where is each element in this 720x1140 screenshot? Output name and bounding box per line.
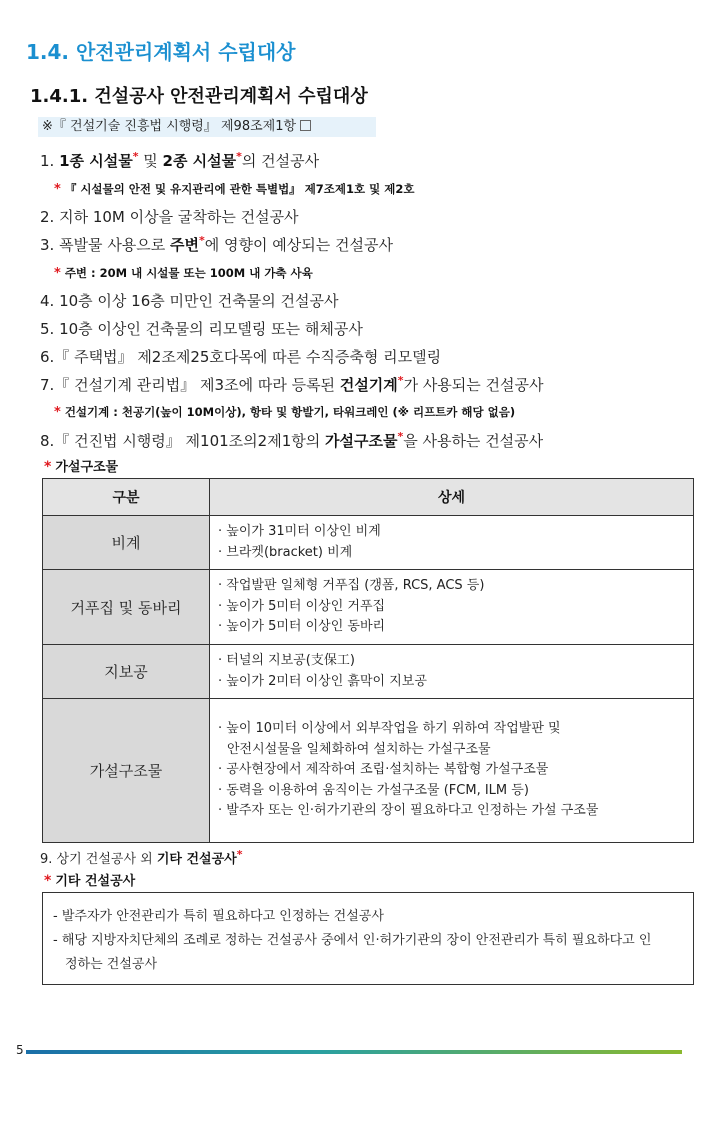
note-7: * 건설기계 : 천공기(높이 10M이상), 항타 및 항발기, 타워크레인 (※ 리프트카 해당 없음) <box>54 405 516 420</box>
box-label: * 기타 건설공사 <box>44 873 136 889</box>
item-2: 2. 지하 10M 이상을 굴착하는 건설공사 <box>40 208 299 226</box>
row-details: · 작업발판 일체형 거푸집 (갱폼, RCS, ACS 등) · 높이가 5미터 이상인 거푸집 · 높이가 5미터 이상인 동바리 <box>210 570 694 645</box>
table-row <box>43 699 694 843</box>
note-3: * 주변 : 20M 내 시설물 또는 100M 내 가축 사육 <box>54 266 313 281</box>
table-header-row <box>43 479 694 516</box>
row-category: 지보공 <box>43 645 210 699</box>
item-8: 8.『 건진법 시행령』 제101조의2제1항의 가설구조물*을 사용하는 건설공사 <box>40 430 544 450</box>
header-category: 구분 <box>43 479 210 516</box>
section-title: 1.4. 안전관리계획서 수립대상 <box>26 40 296 64</box>
note-1: * 『 시설물의 안전 및 유지관리에 관한 특별법』 제7조제1호 및 제2호 <box>54 182 415 197</box>
row-category: 거푸집 및 동바리 <box>43 570 210 645</box>
external-link-icon <box>300 120 311 131</box>
item-5: 5. 10층 이상인 건축물의 리모델링 또는 해체공사 <box>40 320 363 338</box>
row-details: · 높이가 31미터 이상인 비계 · 브라켓(bracket) 비계 <box>210 516 694 570</box>
row-category: 가설구조물 <box>43 699 210 843</box>
table-row <box>43 645 694 699</box>
temporary-structures-table <box>42 478 694 843</box>
footer-divider <box>26 1050 682 1054</box>
item-1: 1. 1종 시설물* 및 2종 시설물*의 건설공사 <box>40 150 320 170</box>
subsection-title: 1.4.1. 건설공사 안전관리계획서 수립대상 <box>30 86 368 107</box>
row-details: · 높이 10미터 이상에서 외부작업을 하기 위하여 작업발판 및 안전시설물을 일체화하여 설치하는 가설구조물 · 공사현장에서 제작하여 조립·설치하는 복합형 가설구조물 · 동력을 이용하여 움직이는 가설구조물 (FCM, ILM 등) · 발주자 또는 인·허가기관의 장이 필요하다고 인정하는 가설 구조물 <box>210 699 694 843</box>
reference-link[interactable] <box>38 117 376 137</box>
table-row <box>43 516 694 570</box>
header-detail: 상세 <box>210 479 694 516</box>
item-4: 4. 10층 이상 16층 미만인 건축물의 건설공사 <box>40 292 339 310</box>
item-9: 9. 상기 건설공사 외 기타 건설공사* <box>40 848 243 867</box>
row-details: · 터널의 지보공(支保工) · 높이가 2미터 이상인 흙막이 지보공 <box>210 645 694 699</box>
item-6: 6.『 주택법』 제2조제25호다목에 따른 수직증축형 리모델링 <box>40 348 442 366</box>
item-7: 7.『 건설기계 관리법』 제3조에 따라 등록된 건설기계*가 사용되는 건설공사 <box>40 374 544 394</box>
other-construction-box: - 발주자가 안전관리가 특히 필요하다고 인정하는 건설공사 - 해당 지방자치단체의 조례로 정하는 건설공사 중에서 인·허가기관의 장이 안전관리가 특히 필요하다고 인 정하는 건설공사 <box>42 892 694 985</box>
table-row <box>43 570 694 645</box>
item-3: 3. 폭발물 사용으로 주변*에 영향이 예상되는 건설공사 <box>40 234 393 254</box>
table-label: * 가설구조물 <box>44 459 119 475</box>
page-number: 5 <box>16 1043 24 1057</box>
reference-text: ※『 건설기술 진흥법 시행령』 제98조제1항 <box>42 119 297 134</box>
row-category: 비계 <box>43 516 210 570</box>
